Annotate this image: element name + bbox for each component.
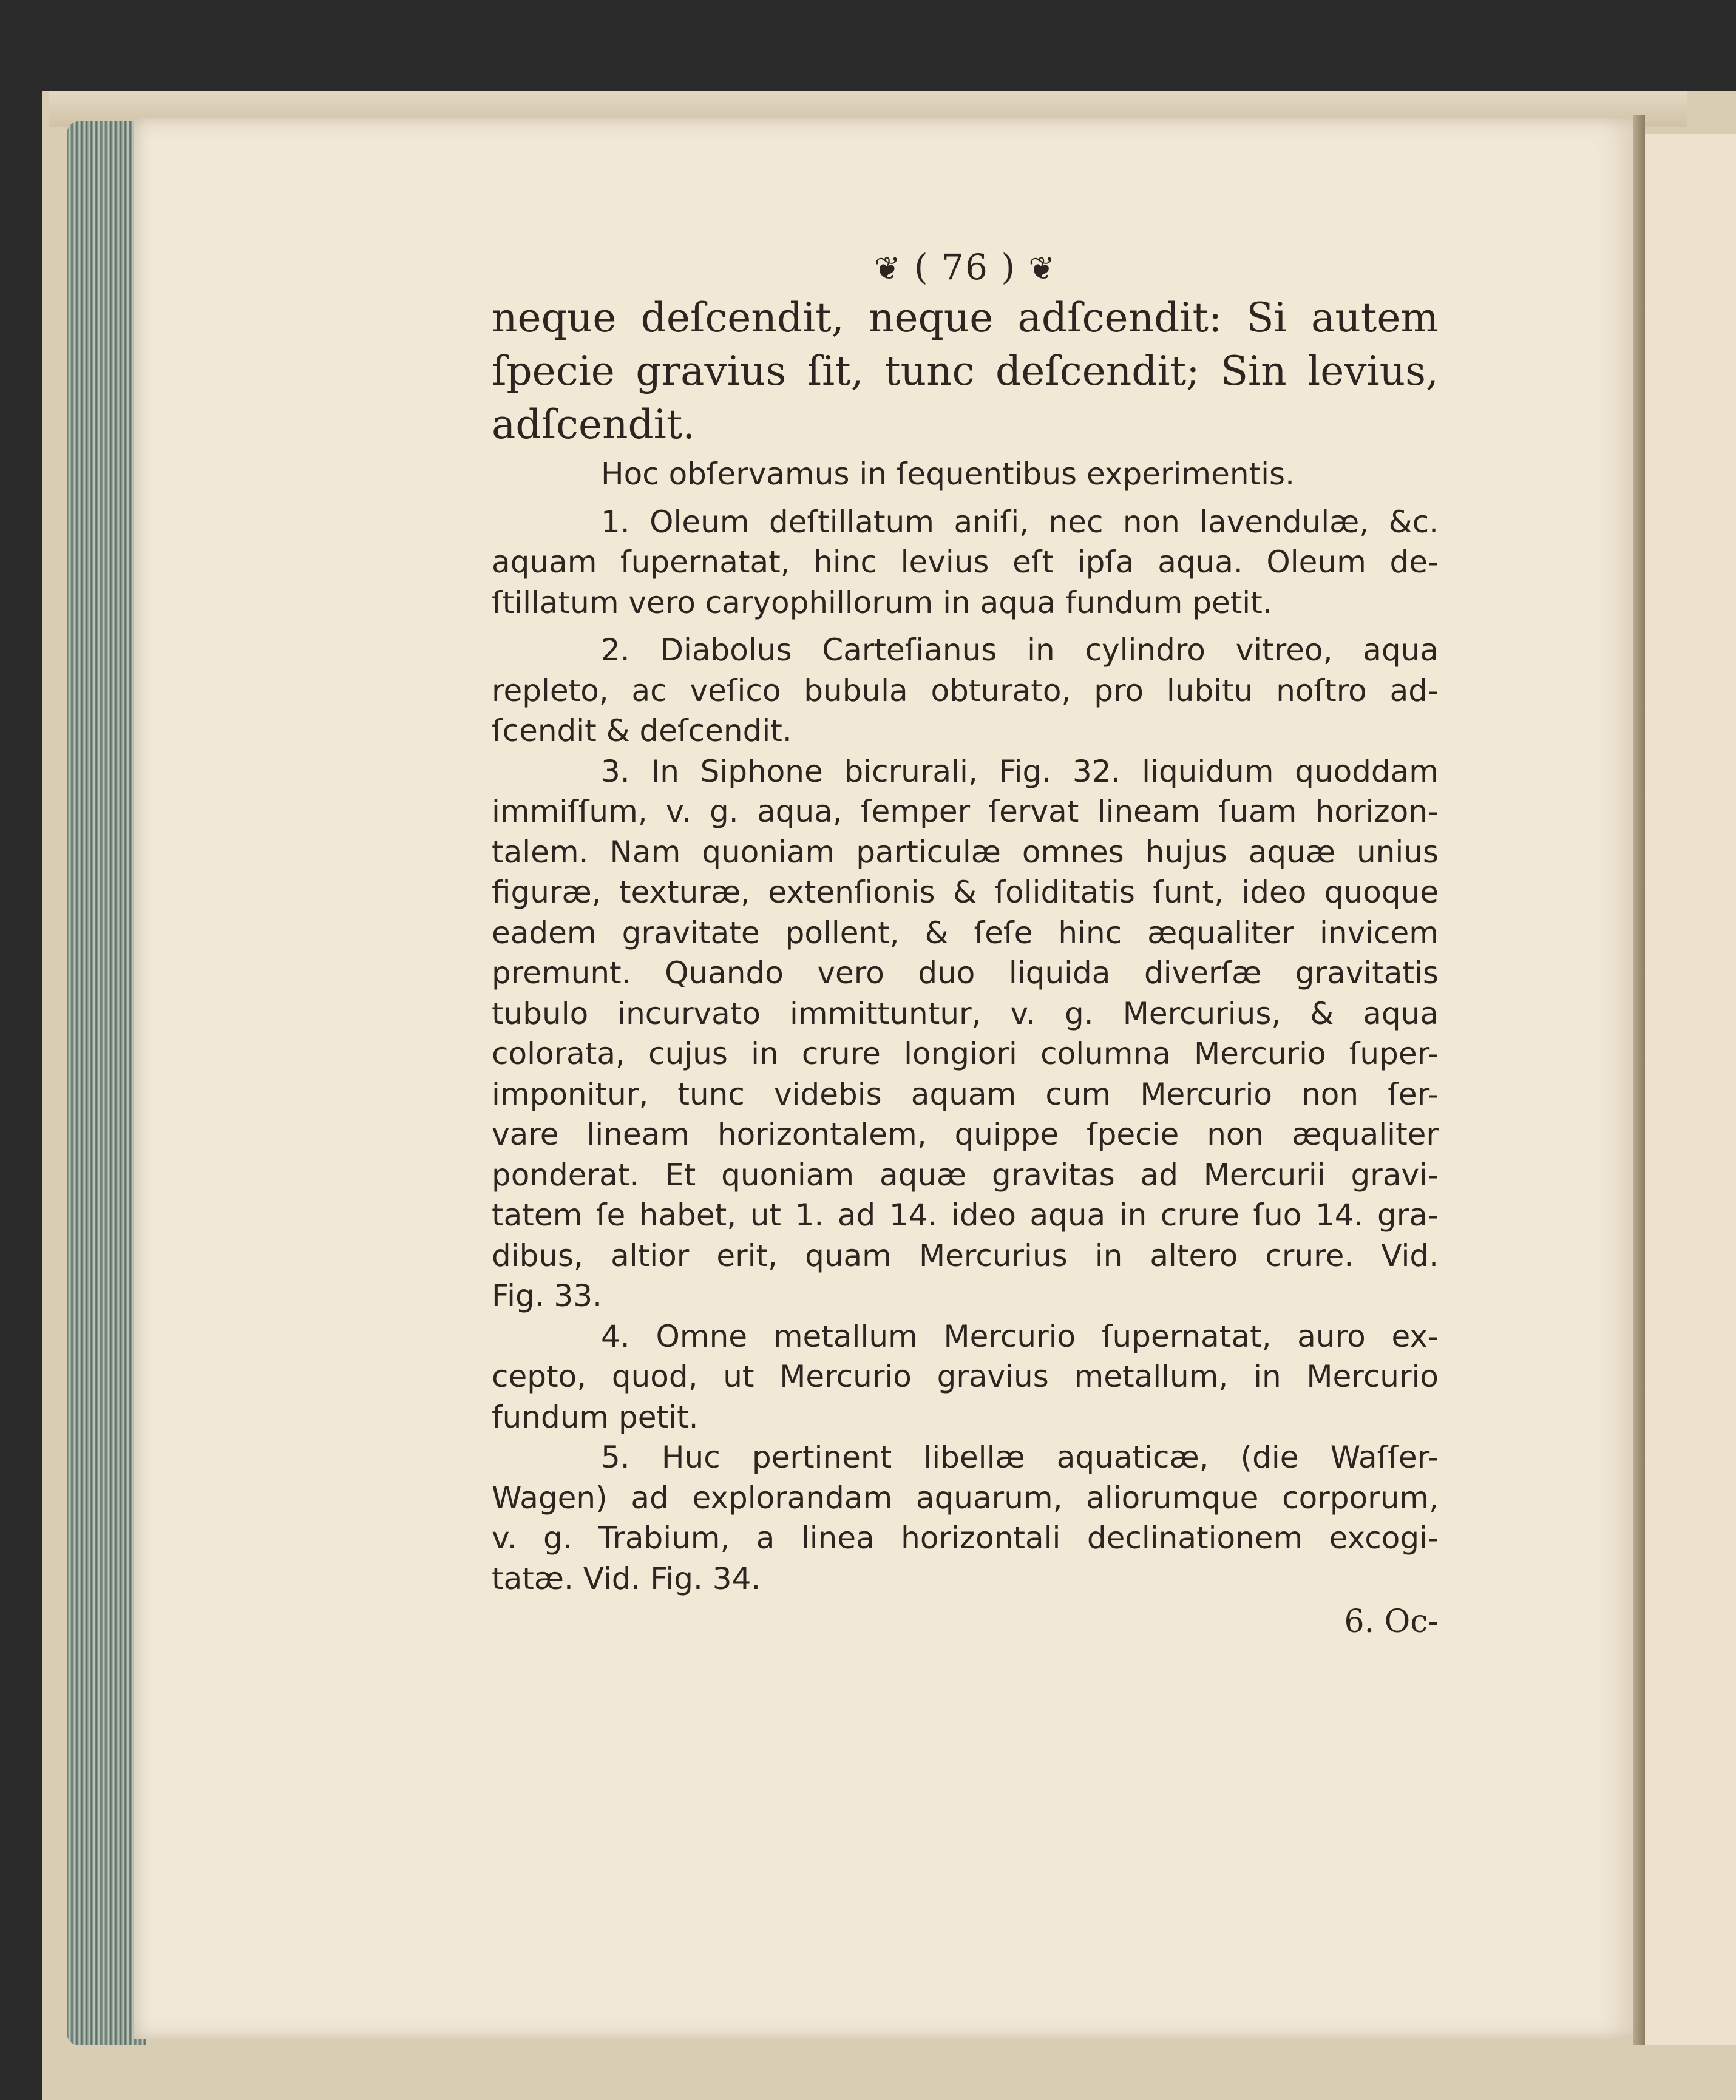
ornament-right-icon: ❦ [1028, 251, 1056, 287]
page-header [492, 243, 1439, 291]
facing-page-edge [1645, 134, 1736, 2045]
text-line: ſpecie gravius ſit, tunc deſcendit; Sin levius, [492, 348, 1439, 395]
text-line: tatæ. Vid. Fig. 34. [492, 1560, 761, 1596]
text-line: imponitur, tunc videbis aquam cum Mercurio non ſer- [492, 1076, 1439, 1112]
text-line: figuræ, texturæ, extenſionis & ſoliditatis ſunt, ideo quoque [492, 875, 1439, 910]
text-line: cepto, quod, ut Mercurio gravius metallum, in Mercurio [492, 1359, 1439, 1394]
text-line: neque deſcendit, neque adſcendit: Si autem [492, 294, 1439, 341]
paragraph-2 [492, 630, 1439, 751]
paragraph-5 [492, 1437, 1439, 1599]
text-line: v. g. Trabium, a linea horizontali declinationem excogi- [492, 1520, 1439, 1556]
paragraph-4 [492, 1316, 1439, 1438]
catchword: 6. Oc- [1344, 1604, 1439, 1640]
text-line: tubulo incurvato immittuntur, v. g. Mercurius, & aqua [492, 995, 1439, 1031]
text-line: 2. Diabolus Carteſianus in cylindro vitreo, aqua [601, 632, 1439, 668]
text-line: tatem ſe habet, ut 1. ad 14. ideo aqua in crure ſuo 14. gra- [492, 1197, 1439, 1233]
text-line: vare lineam horizontalem, quippe ſpecie non æqualiter [492, 1117, 1439, 1152]
text-line: Wagen) ad explorandam aquarum, aliorumque corporum, [492, 1480, 1439, 1516]
ornament-left-icon: ❦ [874, 251, 902, 287]
text-line: 1. Oleum deſtillatum aniſi, nec non lavendulæ, &c. [601, 504, 1439, 540]
text-line: immiſſum, v. g. aqua, ſemper ſervat lineam ſuam horizon- [492, 794, 1439, 829]
text-line: colorata, cujus in crure longiori columna Mercurio ſuper- [492, 1036, 1439, 1071]
book-gutter [1633, 115, 1645, 2045]
text-line: Fig. 33. [492, 1278, 603, 1313]
text-line: adſcendit. [492, 401, 696, 448]
text-line: talem. Nam quoniam particulæ omnes hujus aquæ unius [492, 834, 1439, 870]
text-line: eadem gravitate pollent, & ſeſe hinc æqualiter invicem [492, 915, 1439, 950]
page-number: ( 76 ) [914, 246, 1016, 288]
text-line: 4. Omne metallum Mercurio ſupernatat, auro ex- [601, 1318, 1439, 1354]
intro-line [492, 454, 1439, 495]
text-line: 3. In Siphone bicrurali, Fig. 32. liquidum quoddam [601, 753, 1439, 789]
text-line: Hoc obſervamus in ſequentibus experimentis. [601, 456, 1295, 492]
text-line: fundum petit. [492, 1399, 699, 1435]
text-line: ponderat. Et quoniam aquæ gravitas ad Mercurii gravi- [492, 1157, 1439, 1193]
text-line: aquam ſupernatat, hinc levius eſt ipſa aqua. Oleum de- [492, 544, 1439, 580]
text-line: premunt. Quando vero duo liquida diverſæ gravitatis [492, 955, 1439, 991]
text-line: ſtillatum vero caryophillorum in aqua fundum petit. [492, 584, 1272, 620]
text-line: 5. Huc pertinent libellæ aquaticæ, (die Waſſer- [601, 1440, 1439, 1475]
text-line: repleto, ac veſico bubula obturato, pro lubitu noſtro ad- [492, 672, 1439, 708]
text-line: dibus, altior erit, quam Mercurius in altero crure. Vid. [492, 1238, 1439, 1273]
page-text [492, 243, 1439, 1640]
paragraph-1 [492, 502, 1439, 623]
text-line: ſcendit & deſcendit. [492, 713, 792, 748]
opening-text [492, 291, 1439, 452]
paragraph-3 [492, 751, 1439, 1316]
